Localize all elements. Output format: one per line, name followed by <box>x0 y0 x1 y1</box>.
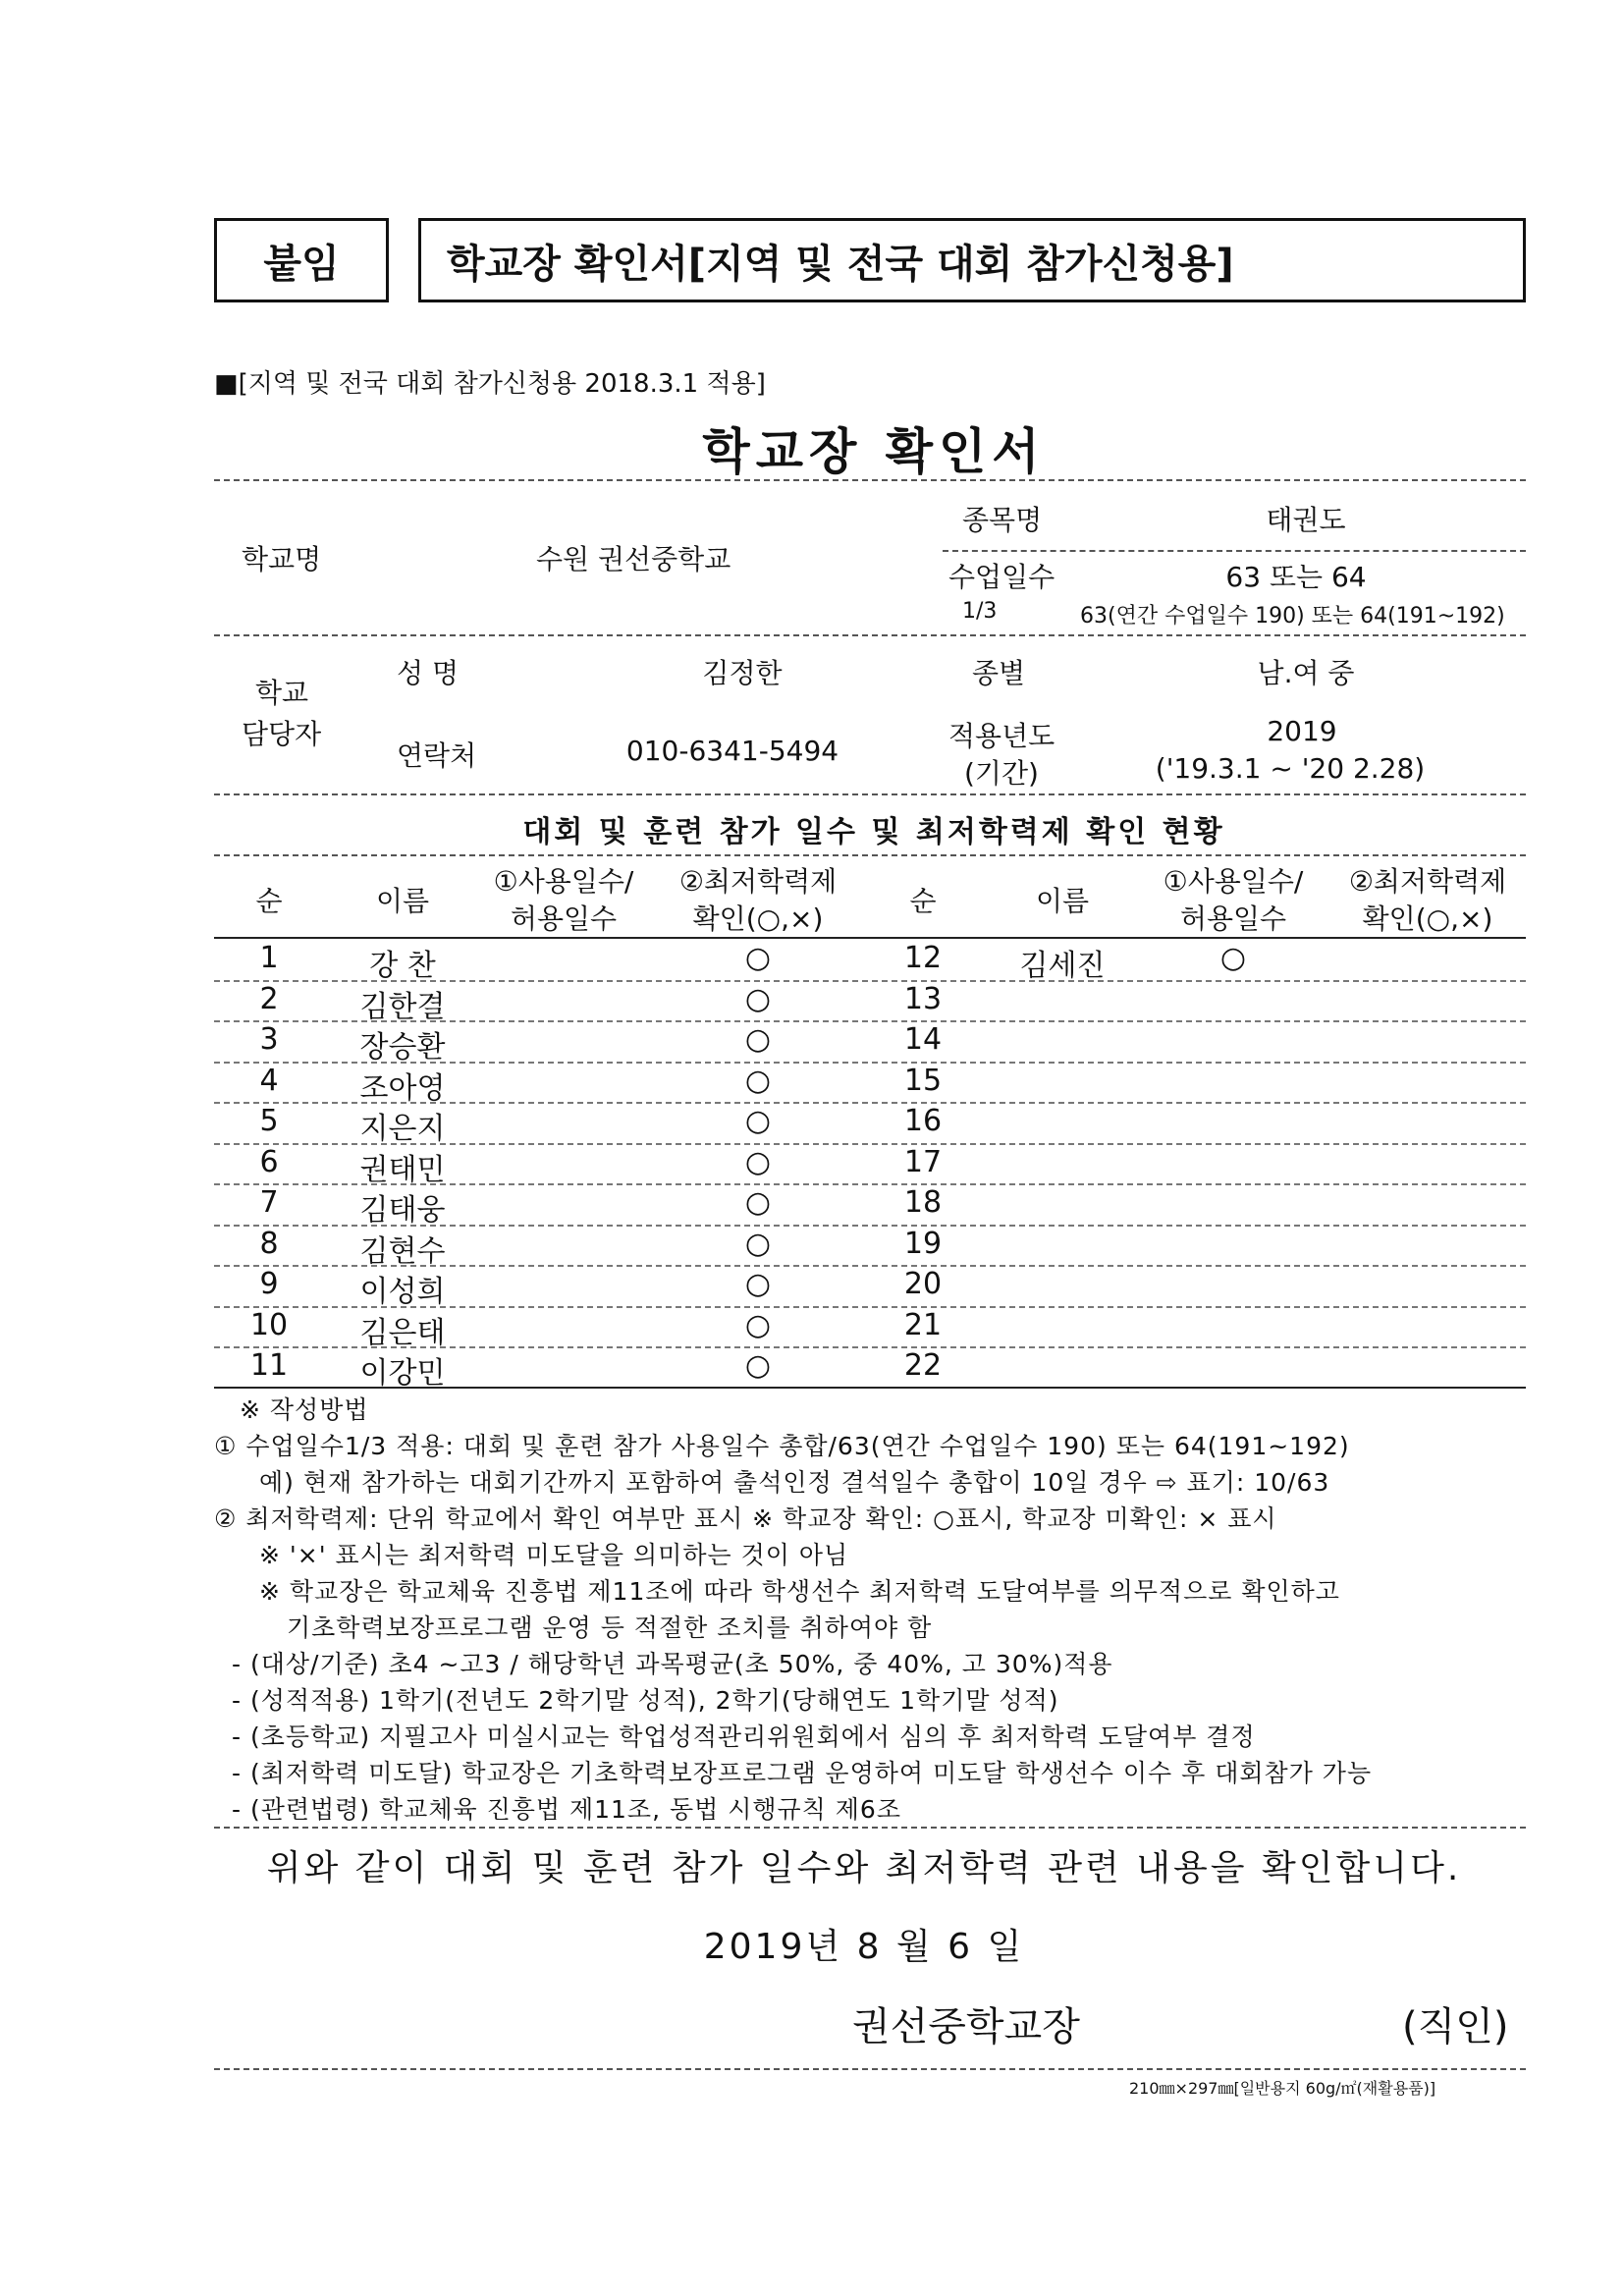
manager-name-label: 성 명 <box>397 657 459 689</box>
row-number: 7 <box>259 1185 279 1220</box>
student-name: 이강민 <box>359 1356 446 1391</box>
col-days: 허용일수 <box>510 902 618 935</box>
divider <box>214 479 1526 481</box>
row-number: 22 <box>903 1348 943 1383</box>
school-days-value: 63 또는 64 <box>1225 561 1367 593</box>
note-line: ※ 학교장은 학교체육 진흥법 제11조에 따라 학생선수 최저학력 도달여부를 의무적으로 확인하고 <box>259 1577 1340 1606</box>
header-title: 학교장 확인서[지역 및 전국 대회 참가신청용] <box>418 218 1526 302</box>
sport-label: 종목명 <box>962 504 1043 536</box>
col-days: ①사용일수/ <box>1163 865 1304 898</box>
note-line: - (성적적용) 1학기(전년도 2학기말 성적), 2학기(당해연도 1학기말 성적) <box>232 1686 1059 1715</box>
gender-value: 남.여 중 <box>1257 657 1355 689</box>
row-number: 11 <box>249 1348 289 1383</box>
col-no: 순 <box>909 885 937 917</box>
divider <box>214 793 1526 795</box>
year-label-period: (기간) <box>964 757 1039 790</box>
confirmation-text: 위와 같이 대회 및 훈련 참가 일수와 최저학력 관련 내용을 확인합니다. <box>266 1848 1462 1888</box>
note-line: ① 수업일수1/3 적용: 대회 및 훈련 참가 사용일수 총합/63(연간 수업일수 190) 또는 64(191~192) <box>214 1432 1350 1460</box>
sport-value: 태권도 <box>1266 504 1346 536</box>
check-cell: ○ <box>744 1185 772 1220</box>
contact-label: 연락처 <box>397 739 477 772</box>
note-line: 기초학력보장프로그램 운영 등 적절한 조치를 취하여야 함 <box>287 1613 933 1642</box>
col-days: ①사용일수/ <box>493 865 634 898</box>
note-line: ※ 작성방법 <box>240 1395 369 1424</box>
check-cell: ○ <box>744 1144 772 1179</box>
row-number: 3 <box>259 1022 279 1057</box>
paper-spec: 210㎜×297㎜[일반용지 60g/㎡(재활용품)] <box>1129 2079 1436 2098</box>
col-name: 이름 <box>1035 885 1090 917</box>
contact-value: 010-6341-5494 <box>625 735 839 767</box>
student-name: 조아영 <box>359 1070 446 1106</box>
row-number: 15 <box>903 1063 943 1098</box>
note-line: ※ '×' 표시는 최저학력 미도달을 의미하는 것이 아님 <box>259 1541 849 1569</box>
row-number: 16 <box>903 1104 943 1138</box>
seal-mark: (직인) <box>1402 2004 1509 2050</box>
divider <box>214 854 1526 856</box>
row-number: 20 <box>903 1267 943 1301</box>
check-cell: ○ <box>744 1022 772 1057</box>
divider <box>214 2068 1526 2070</box>
date-text: 2019년 8 월 6 일 <box>703 1927 1025 1967</box>
days-cell: ○ <box>1219 941 1247 975</box>
row-number: 12 <box>903 941 943 975</box>
student-name: 김현수 <box>359 1233 446 1269</box>
student-name: 이성희 <box>359 1275 446 1309</box>
note-line: - (최저학력 미도달) 학교장은 기초학력보장프로그램 운영하여 미도달 학생선수 이수 후 대회참가 가능 <box>232 1759 1373 1787</box>
check-cell: ○ <box>744 981 772 1016</box>
col-check: ②최저학력제 <box>678 865 838 898</box>
row-number: 17 <box>903 1144 943 1179</box>
school-name-value: 수원 권선중학교 <box>536 543 731 575</box>
row-number: 5 <box>259 1104 279 1138</box>
check-cell: ○ <box>744 1104 772 1138</box>
row-number: 21 <box>903 1307 943 1342</box>
divider <box>214 634 1526 636</box>
student-name: 김세진 <box>1019 949 1106 983</box>
note-line: - (초등학교) 지필고사 미실시교는 학업성적관리위원회에서 심의 후 최저학력 도달여부 결정 <box>232 1722 1256 1751</box>
divider <box>214 1827 1526 1829</box>
year-value: 2019 <box>1267 715 1337 747</box>
divider <box>943 550 1526 552</box>
student-name: 지은지 <box>359 1112 446 1146</box>
check-cell: ○ <box>744 941 772 975</box>
note-line: - (관련법령) 학교체육 진흥법 제11조, 동법 시행규칙 제6조 <box>232 1795 901 1824</box>
check-cell: ○ <box>744 1226 772 1261</box>
col-no: 순 <box>255 885 283 917</box>
row-number: 6 <box>259 1144 279 1179</box>
check-cell: ○ <box>744 1267 772 1301</box>
check-cell: ○ <box>744 1348 772 1383</box>
student-name: 김태웅 <box>359 1193 446 1228</box>
period-value: ('19.3.1 ~ '20 2.28) <box>1155 752 1426 785</box>
ratio-value: 63(연간 수업일수 190) 또는 64(191~192) <box>1080 604 1505 629</box>
year-label: 적용년도 <box>948 720 1056 752</box>
row-number: 10 <box>249 1307 289 1342</box>
row-number: 9 <box>259 1267 279 1301</box>
form-subtitle: ■[지역 및 전국 대회 참가신청용 2018.3.1 적용] <box>214 369 766 399</box>
row-number: 13 <box>903 981 943 1016</box>
row-number: 18 <box>903 1185 943 1220</box>
ratio-label: 1/3 <box>962 599 998 624</box>
col-name: 이름 <box>375 885 430 917</box>
col-check: 확인(○,×) <box>1362 902 1493 935</box>
school-name-label: 학교명 <box>242 543 322 575</box>
row-number: 1 <box>259 941 279 975</box>
row-number: 8 <box>259 1226 279 1261</box>
student-name: 권태민 <box>359 1152 446 1187</box>
student-name: 김한결 <box>359 989 446 1024</box>
row-number: 4 <box>259 1063 279 1098</box>
check-cell: ○ <box>744 1063 772 1098</box>
student-name: 김은태 <box>359 1315 446 1350</box>
attachment-label: 붙임 <box>214 218 389 302</box>
document-title: 학교장 확인서 <box>702 423 1046 480</box>
row-number: 2 <box>259 981 279 1016</box>
col-check: 확인(○,×) <box>692 902 824 935</box>
student-name: 장승환 <box>359 1030 446 1065</box>
check-cell: ○ <box>744 1307 772 1342</box>
manager-label-line2: 담당자 <box>242 718 322 750</box>
table-bottom-rule <box>214 1387 1526 1389</box>
manager-name-value: 김정한 <box>702 657 783 689</box>
header-rule <box>214 937 1526 939</box>
principal-name: 권선중학교장 <box>852 2004 1080 2050</box>
note-line: 예) 현재 참가하는 대회기간까지 포함하여 출석인정 결석일수 총합이 10일 경우 ⇨ 표기: 10/63 <box>259 1468 1330 1497</box>
school-days-label: 수업일수 <box>948 561 1056 593</box>
note-line: - (대상/기준) 초4 ~고3 / 해당학년 과목평균(초 50%, 중 40%, 고 30%)적용 <box>232 1650 1113 1678</box>
student-name: 강 찬 <box>369 949 436 983</box>
table-title: 대회 및 훈련 참가 일수 및 최저학력제 확인 현황 <box>522 815 1225 849</box>
row-number: 14 <box>903 1022 943 1057</box>
col-check: ②최저학력제 <box>1348 865 1507 898</box>
note-line: ② 최저학력제: 단위 학교에서 확인 여부만 표시 ※ 학교장 확인: ○표시, 학교장 미확인: × 표시 <box>214 1504 1277 1533</box>
row-number: 19 <box>903 1226 943 1261</box>
gender-label: 종별 <box>972 657 1026 689</box>
manager-label-line1: 학교 <box>255 677 309 709</box>
col-days: 허용일수 <box>1179 902 1287 935</box>
